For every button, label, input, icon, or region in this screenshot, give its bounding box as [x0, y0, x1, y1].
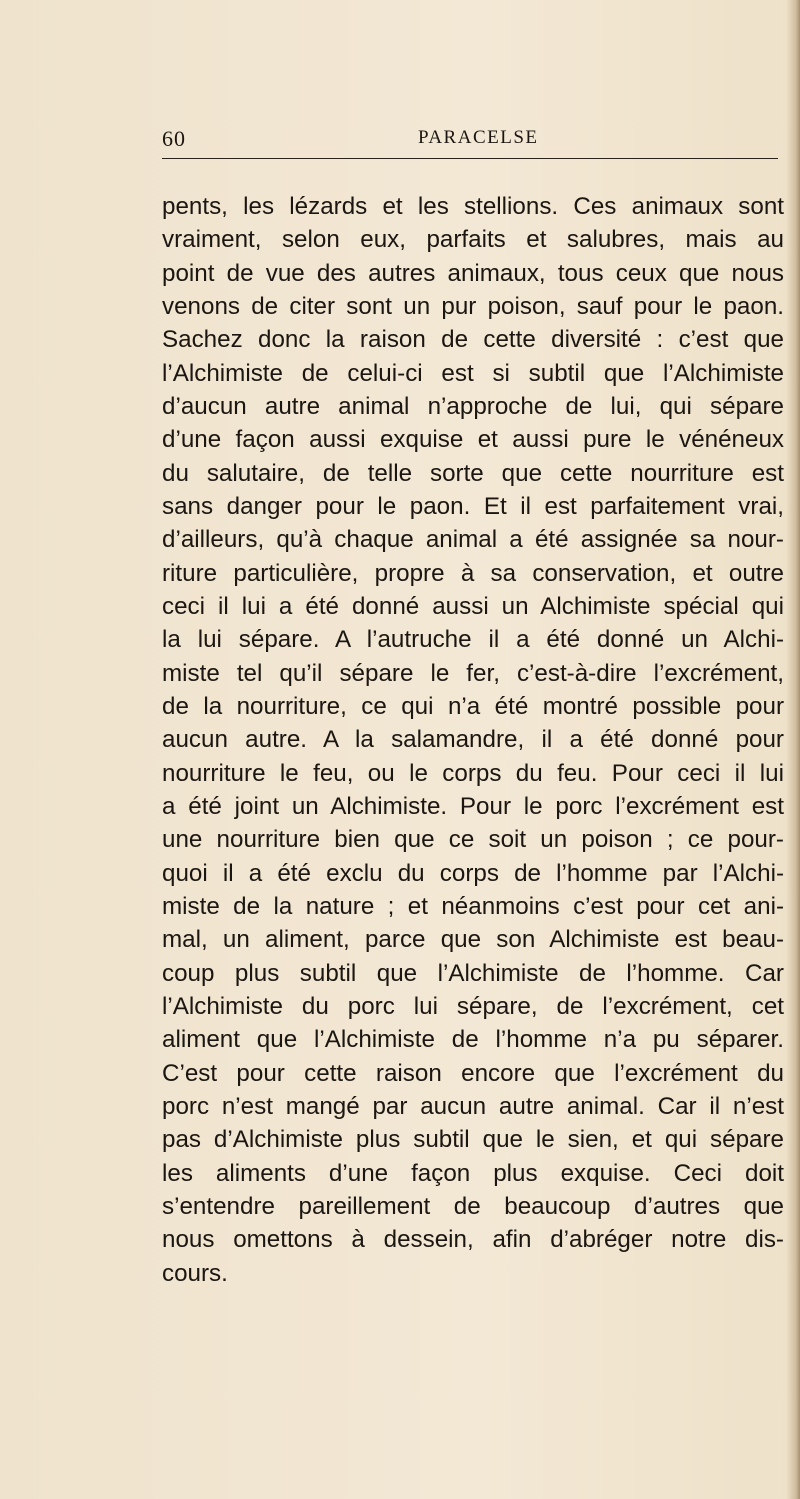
text-line: aucun autre. A la salamandre, il a été donné pour — [162, 726, 784, 754]
text-line: les aliments d’une façon plus exquise. Ceci doit — [162, 1159, 784, 1187]
page-edge-shadow — [786, 0, 800, 1499]
text-line: d’une façon aussi exquise et aussi pure le vénéneux — [162, 426, 784, 454]
text-line: a été joint un Alchimiste. Pour le porc l’excrément est — [162, 792, 784, 820]
text-line: d’aucun autre animal n’approche de lui, qui sépare — [162, 392, 784, 420]
text-line: une nourriture bien que ce soit un poison ; ce pour- — [162, 826, 784, 854]
page-header — [162, 118, 778, 158]
text-line: Sachez donc la raison de cette diversité : c’est que — [162, 326, 784, 354]
text-line: coup plus subtil que l’Alchimiste de l’homme. Car — [162, 959, 784, 987]
text-line: aliment que l’Alchimiste de l’homme n’a pu séparer. — [162, 1026, 784, 1054]
text-line: vraiment, selon eux, parfaits et salubres, mais au — [162, 226, 784, 254]
text-line: la lui sépare. A l’autruche il a été donné un Alchi- — [162, 626, 784, 654]
text-line: cours. — [162, 1259, 228, 1287]
text-line: nous omettons à dessein, afin d’abréger notre dis- — [162, 1226, 784, 1254]
text-line: l’Alchimiste de celui-ci est si subtil que l’Alchimiste — [162, 359, 784, 387]
text-line: miste de la nature ; et néanmoins c’est pour cet ani- — [162, 892, 784, 920]
text-line: C’est pour cette raison encore que l’excrément du — [162, 1059, 784, 1087]
body-text — [162, 190, 784, 1290]
text-line: l’Alchimiste du porc lui sépare, de l’excrément, cet — [162, 992, 784, 1020]
text-line: pents, les lézards et les stellions. Ces animaux sont — [162, 193, 784, 220]
text-line: s’entendre pareillement de beaucoup d’autres que — [162, 1192, 784, 1220]
text-line: venons de citer sont un pur poison, sauf pour le paon. — [162, 292, 784, 320]
text-line: du salutaire, de telle sorte que cette nourriture est — [162, 459, 784, 487]
text-line: d’ailleurs, qu’à chaque animal a été assignée sa nour- — [162, 526, 784, 554]
text-line: porc n’est mangé par aucun autre animal. Car il n’est — [162, 1092, 784, 1120]
text-line: riture particulière, propre à sa conservation, et outre — [162, 559, 784, 587]
header-rule — [162, 158, 778, 159]
text-line: de la nourriture, ce qui n’a été montré possible pour — [162, 692, 784, 720]
running-title: PARACELSE — [418, 127, 539, 148]
text-line: sans danger pour le paon. Et il est parfaitement vrai, — [162, 492, 784, 520]
text-line: pas d’Alchimiste plus subtil que le sien, et qui sépare — [162, 1126, 784, 1154]
text-line: point de vue des autres animaux, tous ceux que nous — [162, 259, 784, 287]
text-line: miste tel qu’il sépare le fer, c’est-à-dire l’excrément, — [162, 659, 784, 687]
text-line: ceci il lui a été donné aussi un Alchimiste spécial qui — [162, 592, 784, 620]
text-line: quoi il a été exclu du corps de l’homme par l’Alchi- — [162, 859, 784, 887]
text-line: mal, un aliment, parce que son Alchimiste est beau- — [162, 926, 784, 954]
text-line: nourriture le feu, ou le corps du feu. Pour ceci il lui — [162, 759, 784, 787]
page-number: 60 — [162, 126, 186, 151]
